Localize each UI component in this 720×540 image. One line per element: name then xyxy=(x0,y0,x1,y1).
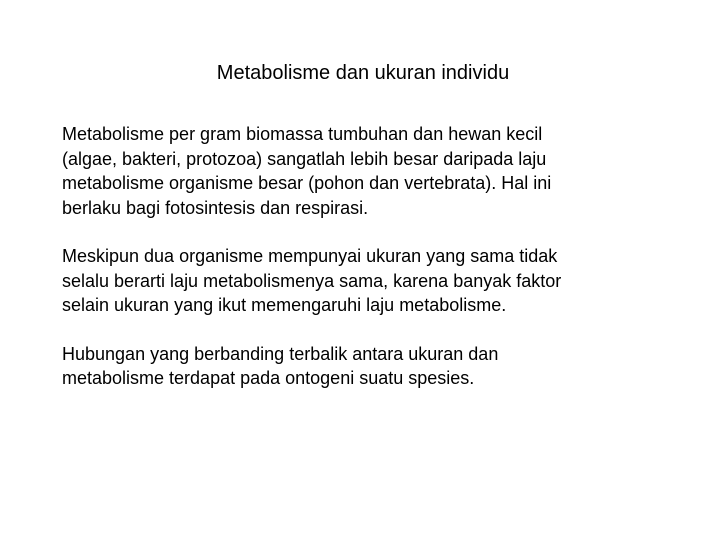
paragraph-1-line-4: berlaku bagi fotosintesis dan respirasi. xyxy=(62,197,369,218)
paragraph-2-line-1: Meskipun dua organisme mempunyai ukuran yang sama tidak xyxy=(62,246,558,266)
paragraph-2-line-2: selalu berarti laju metabolismenya sama, karena banyak faktor xyxy=(62,270,562,291)
paragraph-1-line-2: (algae, bakteri, protozoa) sangatlah lebih besar daripada laju xyxy=(62,148,547,169)
paragraph-2 xyxy=(62,244,662,318)
paragraph-1-line-3: metabolisme organisme besar (pohon dan vertebrata). Hal ini xyxy=(62,173,552,193)
paragraph-3-line-1: Hubungan yang berbanding terbalik antara ukuran dan xyxy=(62,343,499,364)
slide-title: Metabolisme dan ukuran individu xyxy=(216,62,510,84)
paragraph-3-line-2: metabolisme terdapat pada ontogeni suatu spesies. xyxy=(62,368,475,388)
paragraph-1 xyxy=(62,122,662,220)
paragraph-3 xyxy=(62,342,662,391)
paragraph-2-line-3: selain ukuran yang ikut memengaruhi laju metabolisme. xyxy=(62,295,507,315)
slide-body xyxy=(62,122,662,415)
paragraph-1-line-1: Metabolisme per gram biomassa tumbuhan dan hewan kecil xyxy=(62,124,543,144)
